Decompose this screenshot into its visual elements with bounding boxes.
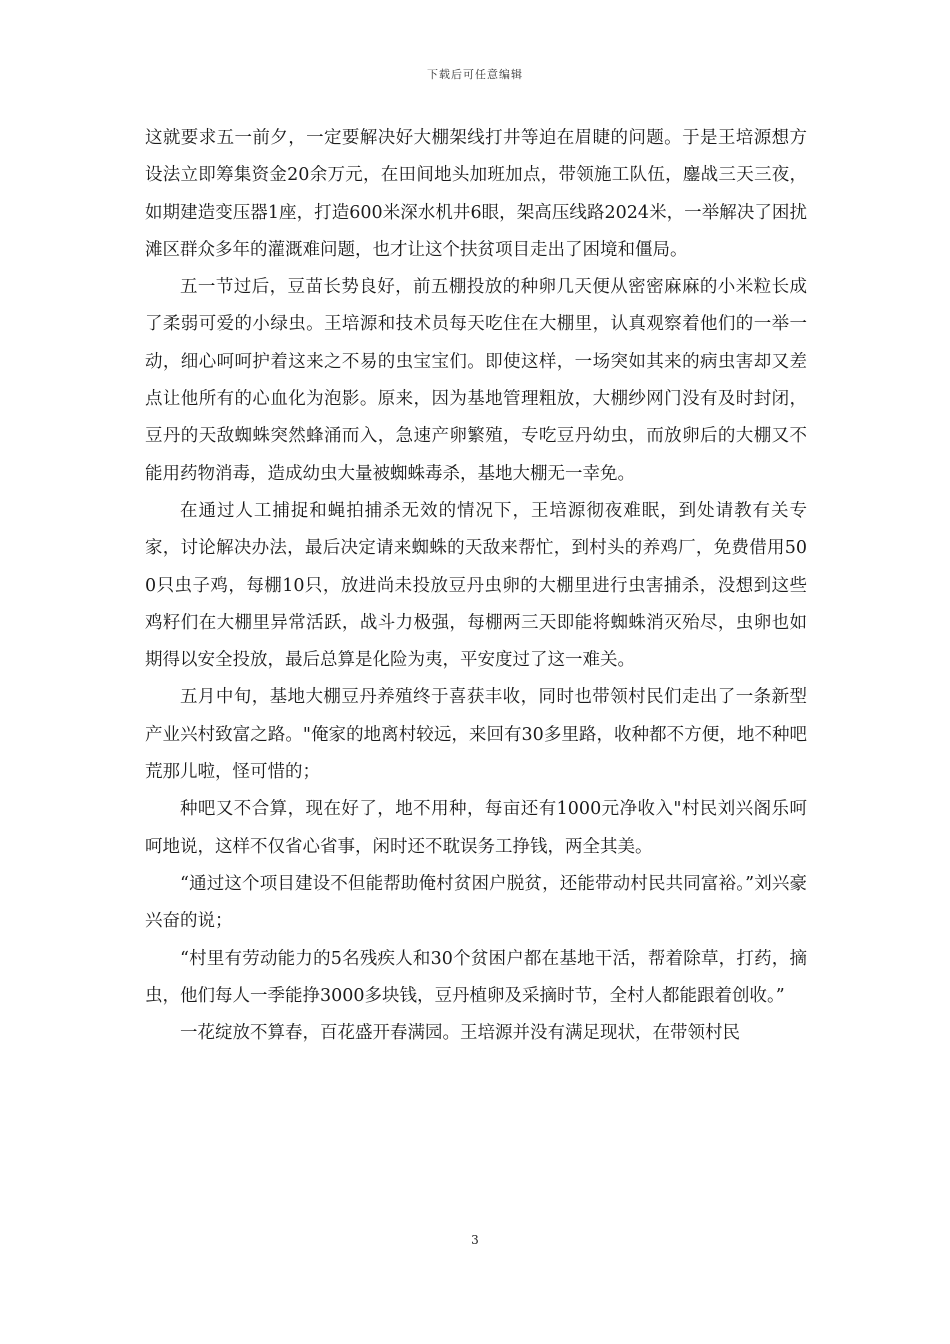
page-header: 下载后可任意编辑: [427, 68, 523, 81]
page-number: 3: [471, 1233, 479, 1247]
paragraph-1: 这就要求五一前夕，一定要解决好大棚架线打井等迫在眉睫的问题。于是王培源想方设法立即筹集资金20余万元，在田间地头加班加点，带领施工队伍，鏖战三天三夜，如期建造变压器1座，打造600米深水机井6眼，架高压线路2024米，一举解决了困扰滩区群众多年的灌溉难问题，也才让这个扶贫项目走出了困境和僵局。: [145, 128, 807, 260]
paragraph-7: “村里有劳动能力的5名残疾人和30个贫困户都在基地干活，帮着除草，打药，摘虫，他们每人一季能挣3000多块钱，豆丹植卵及采摘时节，全村人都能跟着创收。”: [145, 948, 807, 1006]
paragraph-8: 一花绽放不算春，百花盛开春满园。王培源并没有满足现状，在带领村民: [180, 1023, 740, 1044]
document-body: [145, 120, 807, 1052]
paragraph-4: 五月中旬，基地大棚豆丹养殖终于喜获丰收，同时也带领村民们走出了一条新型产业兴村致富之路。"俺家的地离村较远，来回有30多里路，收种都不方便，地不种吧荒那儿啦，怪可惜的；: [145, 687, 807, 783]
paragraph-6: “通过这个项目建设不但能帮助俺村贫困户脱贫，还能带动村民共同富裕。”刘兴豪兴奋的说；: [145, 873, 807, 932]
paragraph-2: 五一节过后，豆苗长势良好，前五棚投放的种卵几天便从密密麻麻的小米粒长成了柔弱可爱的小绿虫。王培源和技术员每天吃住在大棚里，认真观察着他们的一举一动，细心呵呵护着这来之不易的虫宝宝们。即使这样，一场突如其来的病虫害却又差点让他所有的心血化为泡影。原来，因为基地管理粗放，大棚纱网门没有及时封闭，豆丹的天敌蜘蛛突然蜂涌而入，急速产卵繁殖，专吃豆丹幼虫，而放卵后的大棚又不能用药物消毒，造成幼虫大量被蜘蛛毒杀，基地大棚无一幸免。: [145, 277, 807, 484]
paragraph-5: 种吧又不合算，现在好了，地不用种，每亩还有1000元净收入"村民刘兴阁乐呵呵地说，这样不仅省心省事，闲时还不耽误务工挣钱，两全其美。: [145, 799, 807, 857]
paragraph-3: 在通过人工捕捉和蝇拍捕杀无效的情况下，王培源彻夜难眠，到处请教有关专家，讨论解决办法，最后决定请来蜘蛛的天敌来帮忙，到村头的养鸡厂，免费借用500只虫子鸡，每棚10只，放进尚未投放豆丹虫卵的大棚里进行虫害捕杀，没想到这些鸡籽们在大棚里异常活跃，战斗力极强，每棚两三天即能将蜘蛛消灭殆尽，虫卵也如期得以安全投放，最后总算是化险为夷，平安度过了这一难关。: [145, 500, 807, 671]
